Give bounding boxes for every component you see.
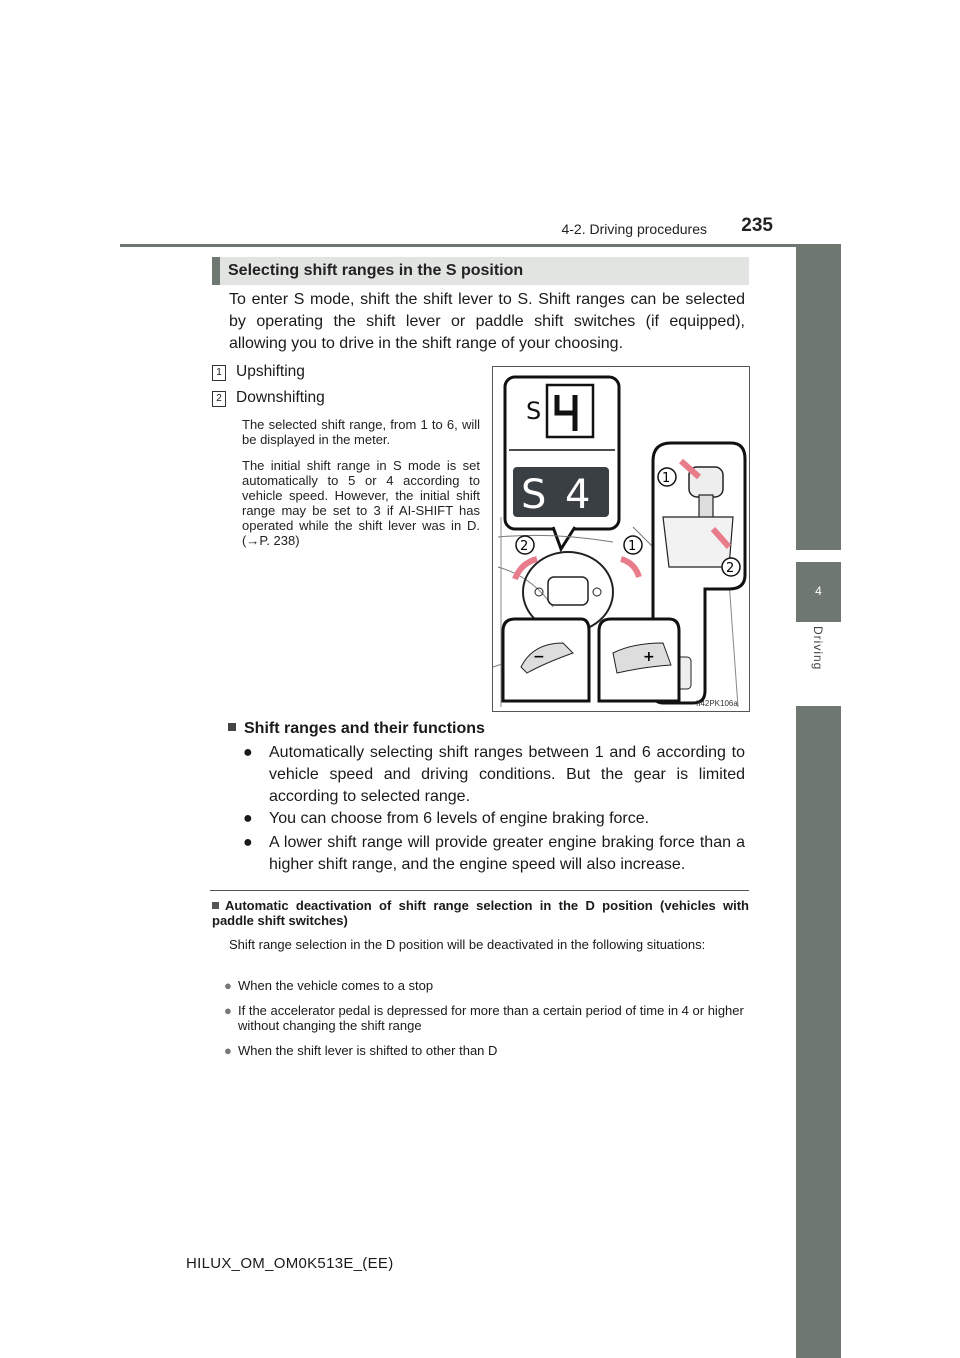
bullet-text: When the shift lever is shifted to other than D [238,1043,498,1058]
deactivation-bullet [224,1003,749,1033]
square-bullet-icon [212,902,219,909]
deactivation-intro: Shift range selection in the D position will be deactivated in the following situations: [229,937,706,952]
bullet-text: A lower shift range will provide greater engine braking force than a higher shift range, and the engine speed will also increase. [269,834,745,873]
section-heading: Selecting shift ranges in the S position [228,262,524,279]
deactivation-heading-text: Automatic deactivation of shift range selection in the D position (vehicles with paddle shift switches) [212,898,749,928]
item-upshifting [212,363,305,381]
function-bullet [245,742,745,808]
side-tab-bottom [796,706,841,1358]
item-badge: 1 [212,365,226,381]
chapter-number: 4 [815,584,822,598]
bullet-text: When the vehicle comes to a stop [238,978,434,993]
paddle-plus-label: + [643,649,655,665]
chapter-label: Driving [811,626,825,671]
section-title: 4-2. Driving procedures [561,221,707,237]
section-heading-box [212,257,749,285]
bullet-text: If the accelerator pedal is depressed for more than a certain period of time in 4 or higher without changing the shift range [238,1003,744,1033]
item-downshifting [212,389,325,407]
bullet-dot-icon: ● [224,1003,232,1018]
callout-2-text: 2 [520,539,529,554]
header-rule [120,244,841,247]
bullet-dot-icon: ● [224,1043,232,1058]
bullet-text: You can choose from 6 levels of engine braking force. [269,810,650,827]
lever-callout-2-text: 2 [726,561,735,576]
figure-code: II42PK106a [696,699,738,708]
chapter-tab [796,562,841,622]
bullet-dot-icon: ● [243,834,253,851]
item-label: Downshifting [236,389,325,406]
notes-separator [210,890,749,891]
deactivation-bullet [224,978,749,993]
item-label: Upshifting [236,363,305,380]
footer-code: HILUX_OM_OM0K513E_(EE) [186,1255,394,1272]
illustration-svg [493,367,749,711]
chapter-label-wrap [803,626,833,690]
bullet-dot-icon: ● [243,744,253,761]
wheel-button-left [535,588,543,596]
intro-paragraph: To enter S mode, shift the shift lever to S. Shift ranges can be selected by operating the shift lever or paddle shift switches (if equipped), allowing you to drive in the shift range of your choosing. [229,291,745,352]
bullet-text: Automatically selecting shift ranges between 1 and 6 according to vehicle speed and driving conditions. But the gear is limited according to selected range. [269,744,745,805]
wheel-hub [548,577,588,605]
s4-letter: S [521,472,547,518]
bullet-dot-icon: ● [243,810,253,827]
s4-range: 4 [565,472,591,518]
functions-heading [228,720,485,738]
callout-pointer [553,527,575,549]
function-bullet [245,832,745,876]
square-bullet-icon [228,723,236,731]
small-s-glyph: S [526,397,542,425]
page-number: 235 [741,215,773,236]
wheel-button-right [593,588,601,596]
functions-heading-text: Shift ranges and their functions [244,720,485,737]
function-bullet [245,808,745,830]
shift-illustration [492,366,750,712]
paddle-minus-label: − [533,649,545,665]
bullet-dot-icon: ● [224,978,232,993]
lever-callout-1-text: 1 [662,471,671,486]
note-initial-range: The initial shift range in S mode is set automatically to 5 or 4 according to vehicle speed. However, the initial shift range may be set to 3 if AI-SHIFT has operated while the shift lever was in D. (→P. 238) [242,458,480,548]
callout-1-text: 1 [628,539,637,554]
item-badge: 2 [212,391,226,407]
side-tab-top [796,246,841,550]
deactivation-bullet [224,1043,749,1058]
upshift-arrow [621,559,639,577]
note-display: The selected shift range, from 1 to 6, will be displayed in the meter. [242,417,480,447]
deactivation-heading [212,898,749,928]
